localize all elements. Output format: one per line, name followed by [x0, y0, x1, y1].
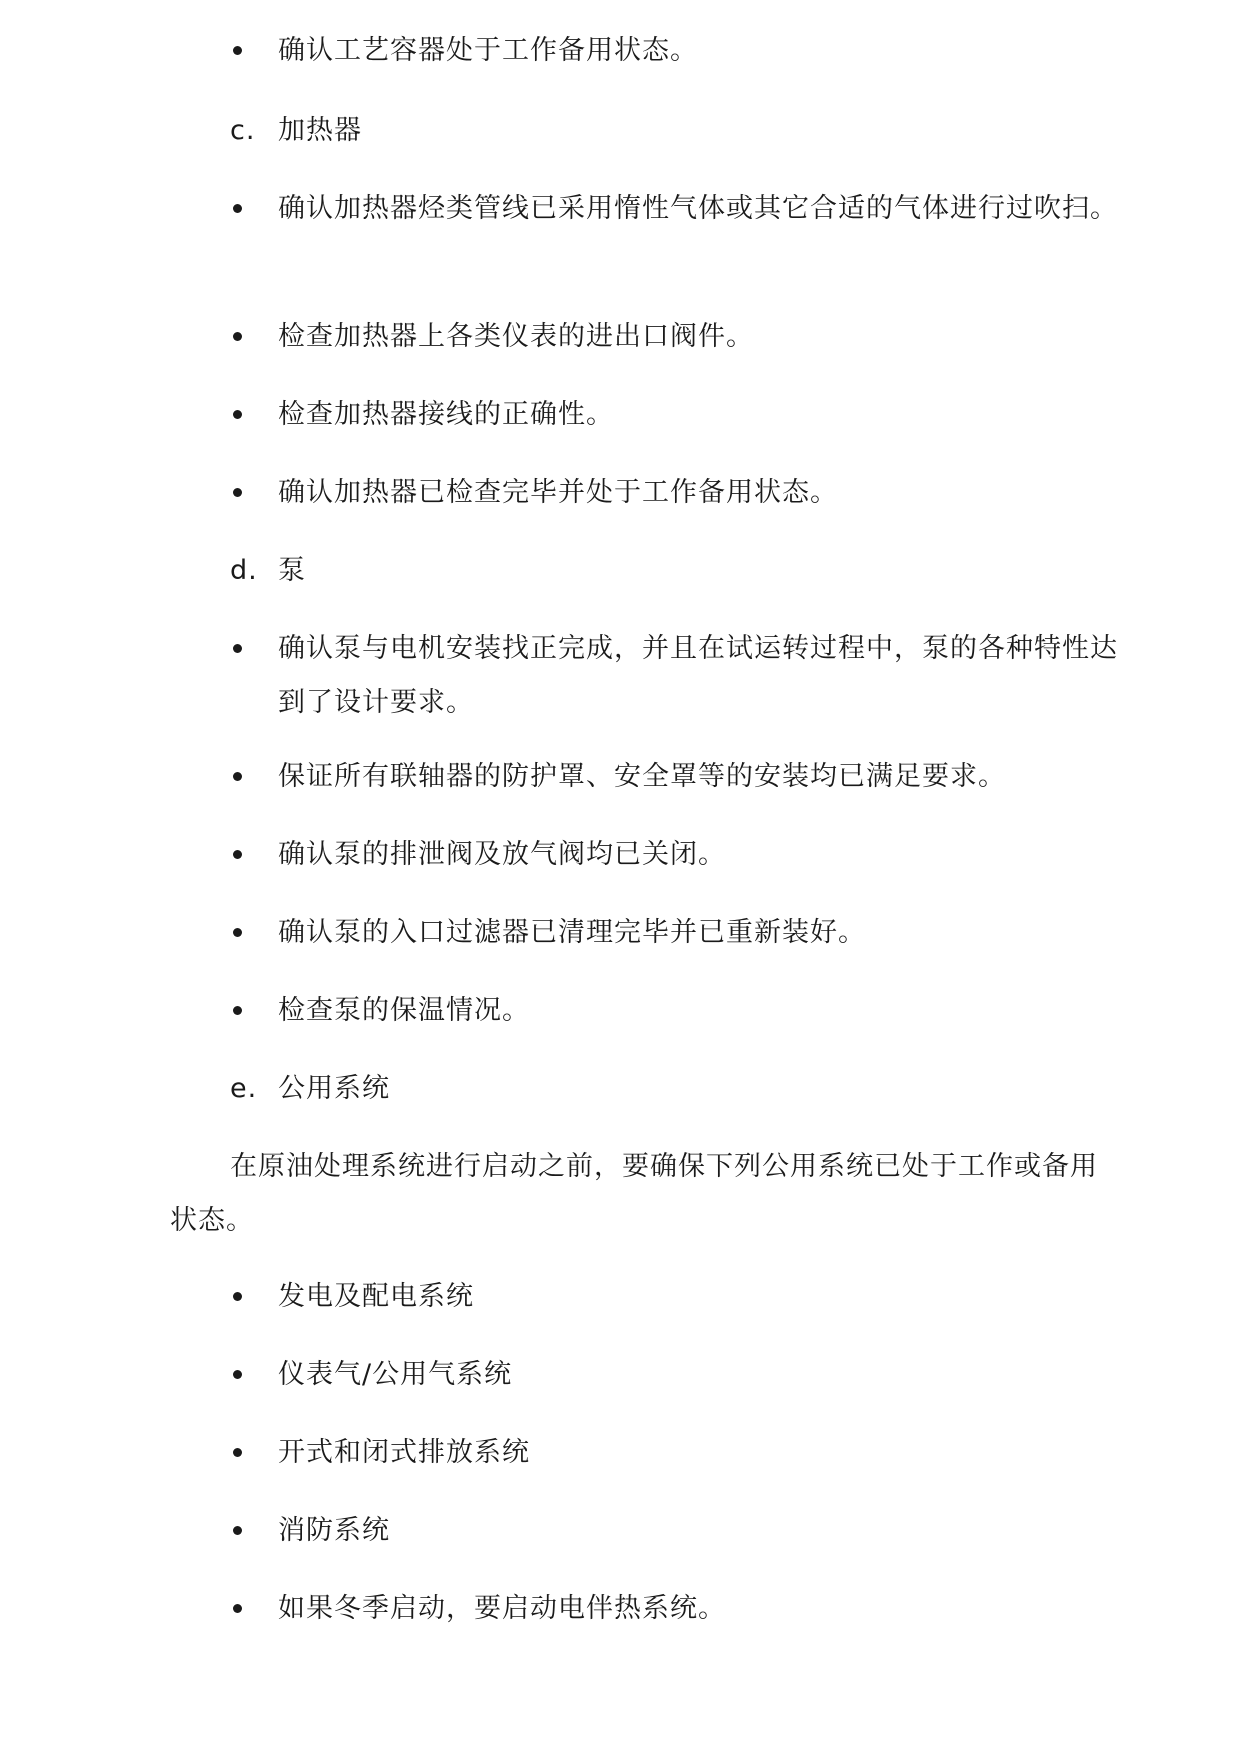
section-marker: c.	[230, 115, 256, 146]
bullet-icon	[233, 488, 242, 497]
bullet-icon	[233, 772, 242, 781]
bullet-icon	[233, 1448, 242, 1457]
document-page: 确认工艺容器处于工作备用状态。 c. 加热器 确认加热器烃类管线已采用惰性气体或其它合适的气体进行过吹扫。 检查加热器上各类仪表的进出口阀件。 检查加热器接线的正确性。 确认加热器已检查完毕并处于工作备用状态。 d. 泵 确认泵与电机安装找正完成，并且在试运转过程中，泵的各种特性达到了设计要求。 保证所有联轴器的防护罩、安全罩等的安装均已满足要求。 确认泵的排泄阀及放气阀均已关闭。 确认泵的入口过滤器已清理完毕并已重新装好。 检查泵的保温情况。 e. 公用系统 在原油处理系统进行启动之前，要确保下列公用系统已处于工作或备用状态。 发电及配电系统 仪表气/公用气系统 开式和闭式排放系统 消防系统 如果冬季启动，要启动电伴热系统。	[0, 0, 1241, 1754]
section-label: 泵	[278, 555, 306, 586]
bullet-icon	[233, 332, 242, 341]
bullet-icon	[233, 1526, 242, 1535]
body-paragraph: 在原油处理系统进行启动之前，要确保下列公用系统已处于工作或备用状态。	[170, 1151, 1098, 1236]
bullet-icon	[233, 1292, 242, 1301]
bullet-icon	[233, 1604, 242, 1613]
bullet-icon	[233, 1370, 242, 1379]
bullet-icon	[233, 928, 242, 937]
bullet-icon	[233, 644, 242, 653]
bullet-icon	[233, 410, 242, 419]
section-marker: e.	[230, 1073, 258, 1104]
bullet-icon	[233, 204, 242, 213]
section-marker: d.	[230, 555, 258, 586]
bullet-icon	[233, 46, 242, 55]
section-label: 公用系统	[278, 1073, 390, 1104]
bullet-icon	[233, 850, 242, 859]
bullet-icon	[233, 1006, 242, 1015]
section-label: 加热器	[278, 115, 362, 146]
